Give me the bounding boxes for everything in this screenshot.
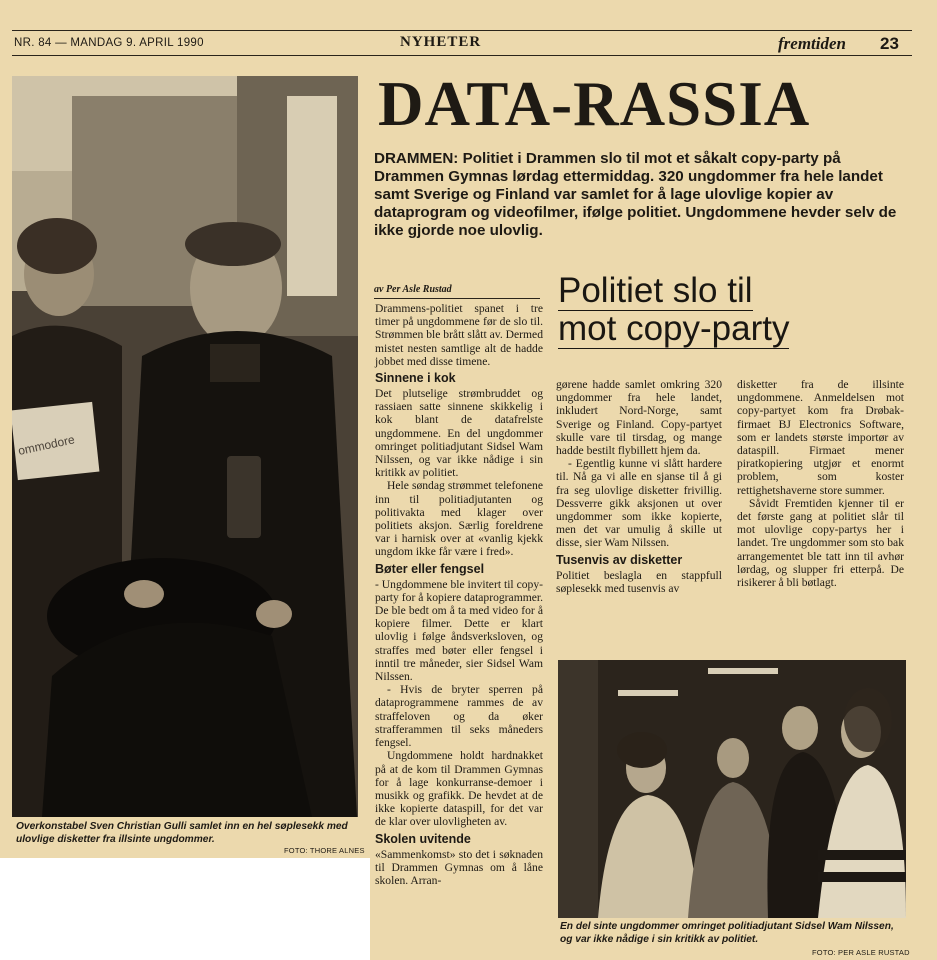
column1-paragraph-4: - Ungdommene ble invitert til copy-party for å kopiere dataprogrammer. De ble bedt om å ta med video for å kopiere filmer. Dette er klart ulovlig i følge åndsverksloven, og straffes med bøter eller fengsel i inntil tre måneder, sier Sidsel Wam Nilssen. [375,577,543,684]
article-column-2 [556,378,722,595]
article-column-1 [375,302,543,887]
crowd-illustration [558,660,906,918]
issue-date: NR. 84 — MANDAG 9. APRIL 1990 [14,37,204,49]
column1-paragraph-5: - Hvis de bryter sperren på dataprogrammene rammes de av straffeloven og da øker strafferammen til seks måneders fengsel. [375,683,543,750]
masthead-bottom-rule [12,55,912,56]
column1-paragraph-2: Det plutselige strømbruddet og rassiaen satte sinnene skikkelig i kok blant de datafrelste ungdommene. En del ungdommer omringet politiadjutant Sidsel Wam Nilssen, og var ikke nådige i sin kritikk av politiet. [375,387,543,480]
paper-name: fremtiden [778,34,846,53]
photo2-credit: FOTO: PER ASLE RUSTAD [812,948,910,957]
article-column-3 [737,378,904,589]
column2-paragraph-3: Politiet beslagla en stappfull søplesekk med tusenvis av [556,568,722,595]
page-number: 23 [880,34,899,53]
section-name: NYHETER [400,34,482,50]
column3-paragraph-1: disketter fra de illsinte ungdommene. Anmeldelsen mot copy-partyet kom fra Drøbak-firmaet BJ Electronics Software, som er landets største importør av dataspill. Firmaet mener piratkopiering utgjør et enormt problem, som koster rettighetshaverne store summer. [737,378,904,497]
police-officer-illustration [12,76,358,817]
byline-rule [374,298,540,299]
column2-heading-1: Tusenvis av disketter [556,552,683,567]
subheadline-line-2: mot copy-party [558,309,790,348]
column2-paragraph-1: gørene hadde samlet omkring 320 ungdommer fra hele landet, inkludert Nord-Norge, samt Sverige og Finland. Copy-partyet skulle vare til tirsdag, og mange hadde bestilt flybillett hjem da. [556,378,722,458]
photo1-credit: FOTO: THORE ALNES [284,846,365,855]
torn-corner [0,858,370,960]
column1-paragraph-6: Ungdommene holdt hardnakket på at de kom til Drammen Gymnas for å lage konkurranse-demoer i musikk og grafikk. De hevdet at de ikke kopierte dataspill, for det var de klar over ulovligheten av. [375,749,543,829]
photo-crowd [558,660,906,918]
headline: DATA-RASSIA [378,69,811,139]
subheadline-line-1: Politiet slo til [558,271,753,310]
column2-paragraph-2: - Egentlig kunne vi slått hardere til. Nå ga vi alle en sjanse til å gi fra seg ulovlige disketter frivillig. Dessverre gikk aksjonen ut over ungdommer som ikke kopierte, men det var umulig å skille ut disse, sier Wam Nilssen. [556,457,722,550]
photo1-caption: Overkonstabel Sven Christian Gulli samlet inn en hel søplesekk med ulovlige disketter fra illsinte ungdommer. [16,821,348,845]
column1-heading-1: Sinnene i kok [375,371,456,386]
column1-paragraph-1: Drammens-politiet spanet i tre timer på ungdommene før de slo til. Strømmen ble brått slått av. Dermed mistet nesten samtlige alt de hadde jobbet med disse timene. [375,302,543,368]
subheadline [558,272,908,348]
column1-heading-3: Skolen uvitende [375,831,471,846]
photo2-caption: En del sinte ungdommer omringet politiadjutant Sidsel Wam Nilssen, og var ikke nådige i sin kritikk av politiet. [560,921,894,945]
column3-paragraph-2: Såvidt Fremtiden kjenner til er det første gang at politiet slår til mot ulovlige copy-partys her i landet. Tre ungdommer som sto bak arrangementet ble tatt inn til avhør lørdag, og slupper fri etterpå. De risikerer å bli bøtlagt. [737,496,904,590]
column1-paragraph-3: Hele søndag strømmet telefonene inn til politiadjutanten og politivakta med klager over politiets aksjon. Særlig foreldrene var i harnisk over at «vanlig kjekk ungdom ikke får være i fred». [375,479,543,559]
column1-paragraph-7: «Sammenkomst» sto det i søknaden til Drammen Gymnas om å låne skolen. Arran- [375,847,543,887]
ingress: DRAMMEN: Politiet i Drammen slo til mot et såkalt copy-party på Drammen Gymnas lørdag ettermiddag. 320 ungdommer fra hele landet samt Sverige og Finland var samlet for å lage ulovlige kopier av dataprogram og videofilmer, ifølge politiet. Ungdommene hevder selv de ikke gjorde noe ulovlig. [374,150,897,239]
byline: av Per Asle Rustad [374,284,452,295]
masthead-top-rule [12,30,912,31]
column1-heading-2: Bøter eller fengsel [375,561,485,576]
box-label: ommodore [16,432,76,458]
photo-police-officer [12,76,358,817]
